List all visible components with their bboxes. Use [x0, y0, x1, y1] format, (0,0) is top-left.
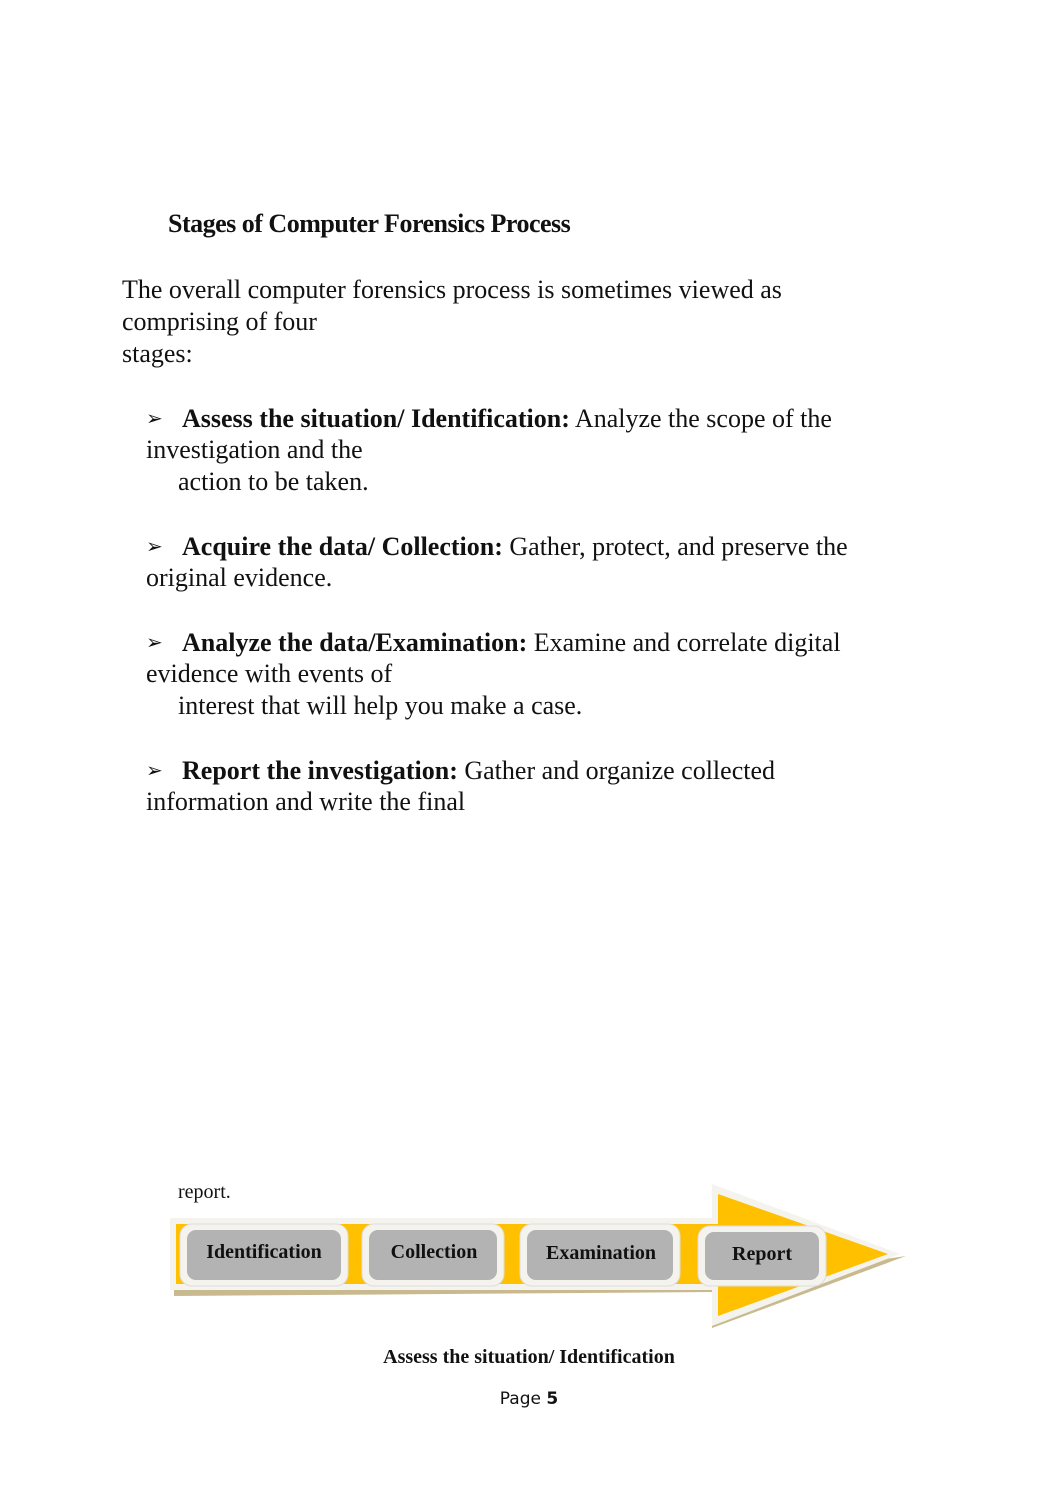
bullet-item: [146, 754, 775, 787]
stage-label-collection: Collection: [390, 1241, 478, 1263]
page-number: 5: [546, 1389, 559, 1409]
bullet-text: Examine and correlate digital: [527, 628, 841, 657]
stage-box: [362, 1224, 504, 1286]
arrowhead-bullet-icon: ➢: [146, 406, 163, 430]
arrowhead-bullet-icon: ➢: [146, 630, 163, 654]
report-continuation: report.: [178, 1181, 231, 1203]
intro-line-1: The overall computer forensics process is sometimes viewed as: [122, 275, 782, 304]
bullet-heading: Report the investigation:: [182, 756, 458, 785]
arrowhead-bullet-icon: ➢: [146, 534, 163, 558]
bullet-text: Gather and organize collected: [457, 756, 776, 785]
stage-label-report: Report: [732, 1243, 792, 1265]
bullet-item: [146, 402, 832, 435]
page-footer: [0, 1389, 1058, 1409]
bullet-heading: Assess the situation/ Identification:: [182, 404, 570, 433]
bullet-text: Gather, protect, and preserve the: [502, 532, 848, 561]
stage-label-identification: Identification: [206, 1241, 322, 1263]
intro-line-3: stages:: [122, 339, 193, 368]
process-arrow-diagram: [170, 1180, 910, 1340]
bullet-item: [146, 530, 848, 563]
stage-box: [520, 1224, 680, 1286]
stage-label-examination: Examination: [545, 1242, 657, 1264]
stage-box: [180, 1224, 348, 1286]
page-title: Stages of Computer Forensics Process: [168, 209, 571, 238]
bullet-text: Analyze the scope of the: [569, 404, 832, 433]
bullet-heading: Acquire the data/ Collection:: [182, 532, 503, 561]
stage-box: [698, 1226, 826, 1286]
bullet-item: [146, 626, 841, 659]
bullet-continuation: information and write the final: [146, 787, 466, 816]
bullet-heading: Analyze the data/Examination:: [182, 628, 528, 657]
arrowhead-bullet-icon: ➢: [146, 758, 163, 782]
bullet-continuation: action to be taken.: [178, 467, 369, 496]
figure-caption: Assess the situation/ Identification: [383, 1346, 675, 1368]
bullet-continuation: interest that will help you make a case.: [178, 691, 583, 720]
intro-line-2: comprising of four: [122, 307, 317, 336]
bullet-continuation: original evidence.: [146, 563, 333, 592]
page-label: Page: [499, 1389, 541, 1409]
bullet-continuation: evidence with events of: [146, 659, 393, 688]
bullet-continuation: investigation and the: [146, 435, 363, 464]
